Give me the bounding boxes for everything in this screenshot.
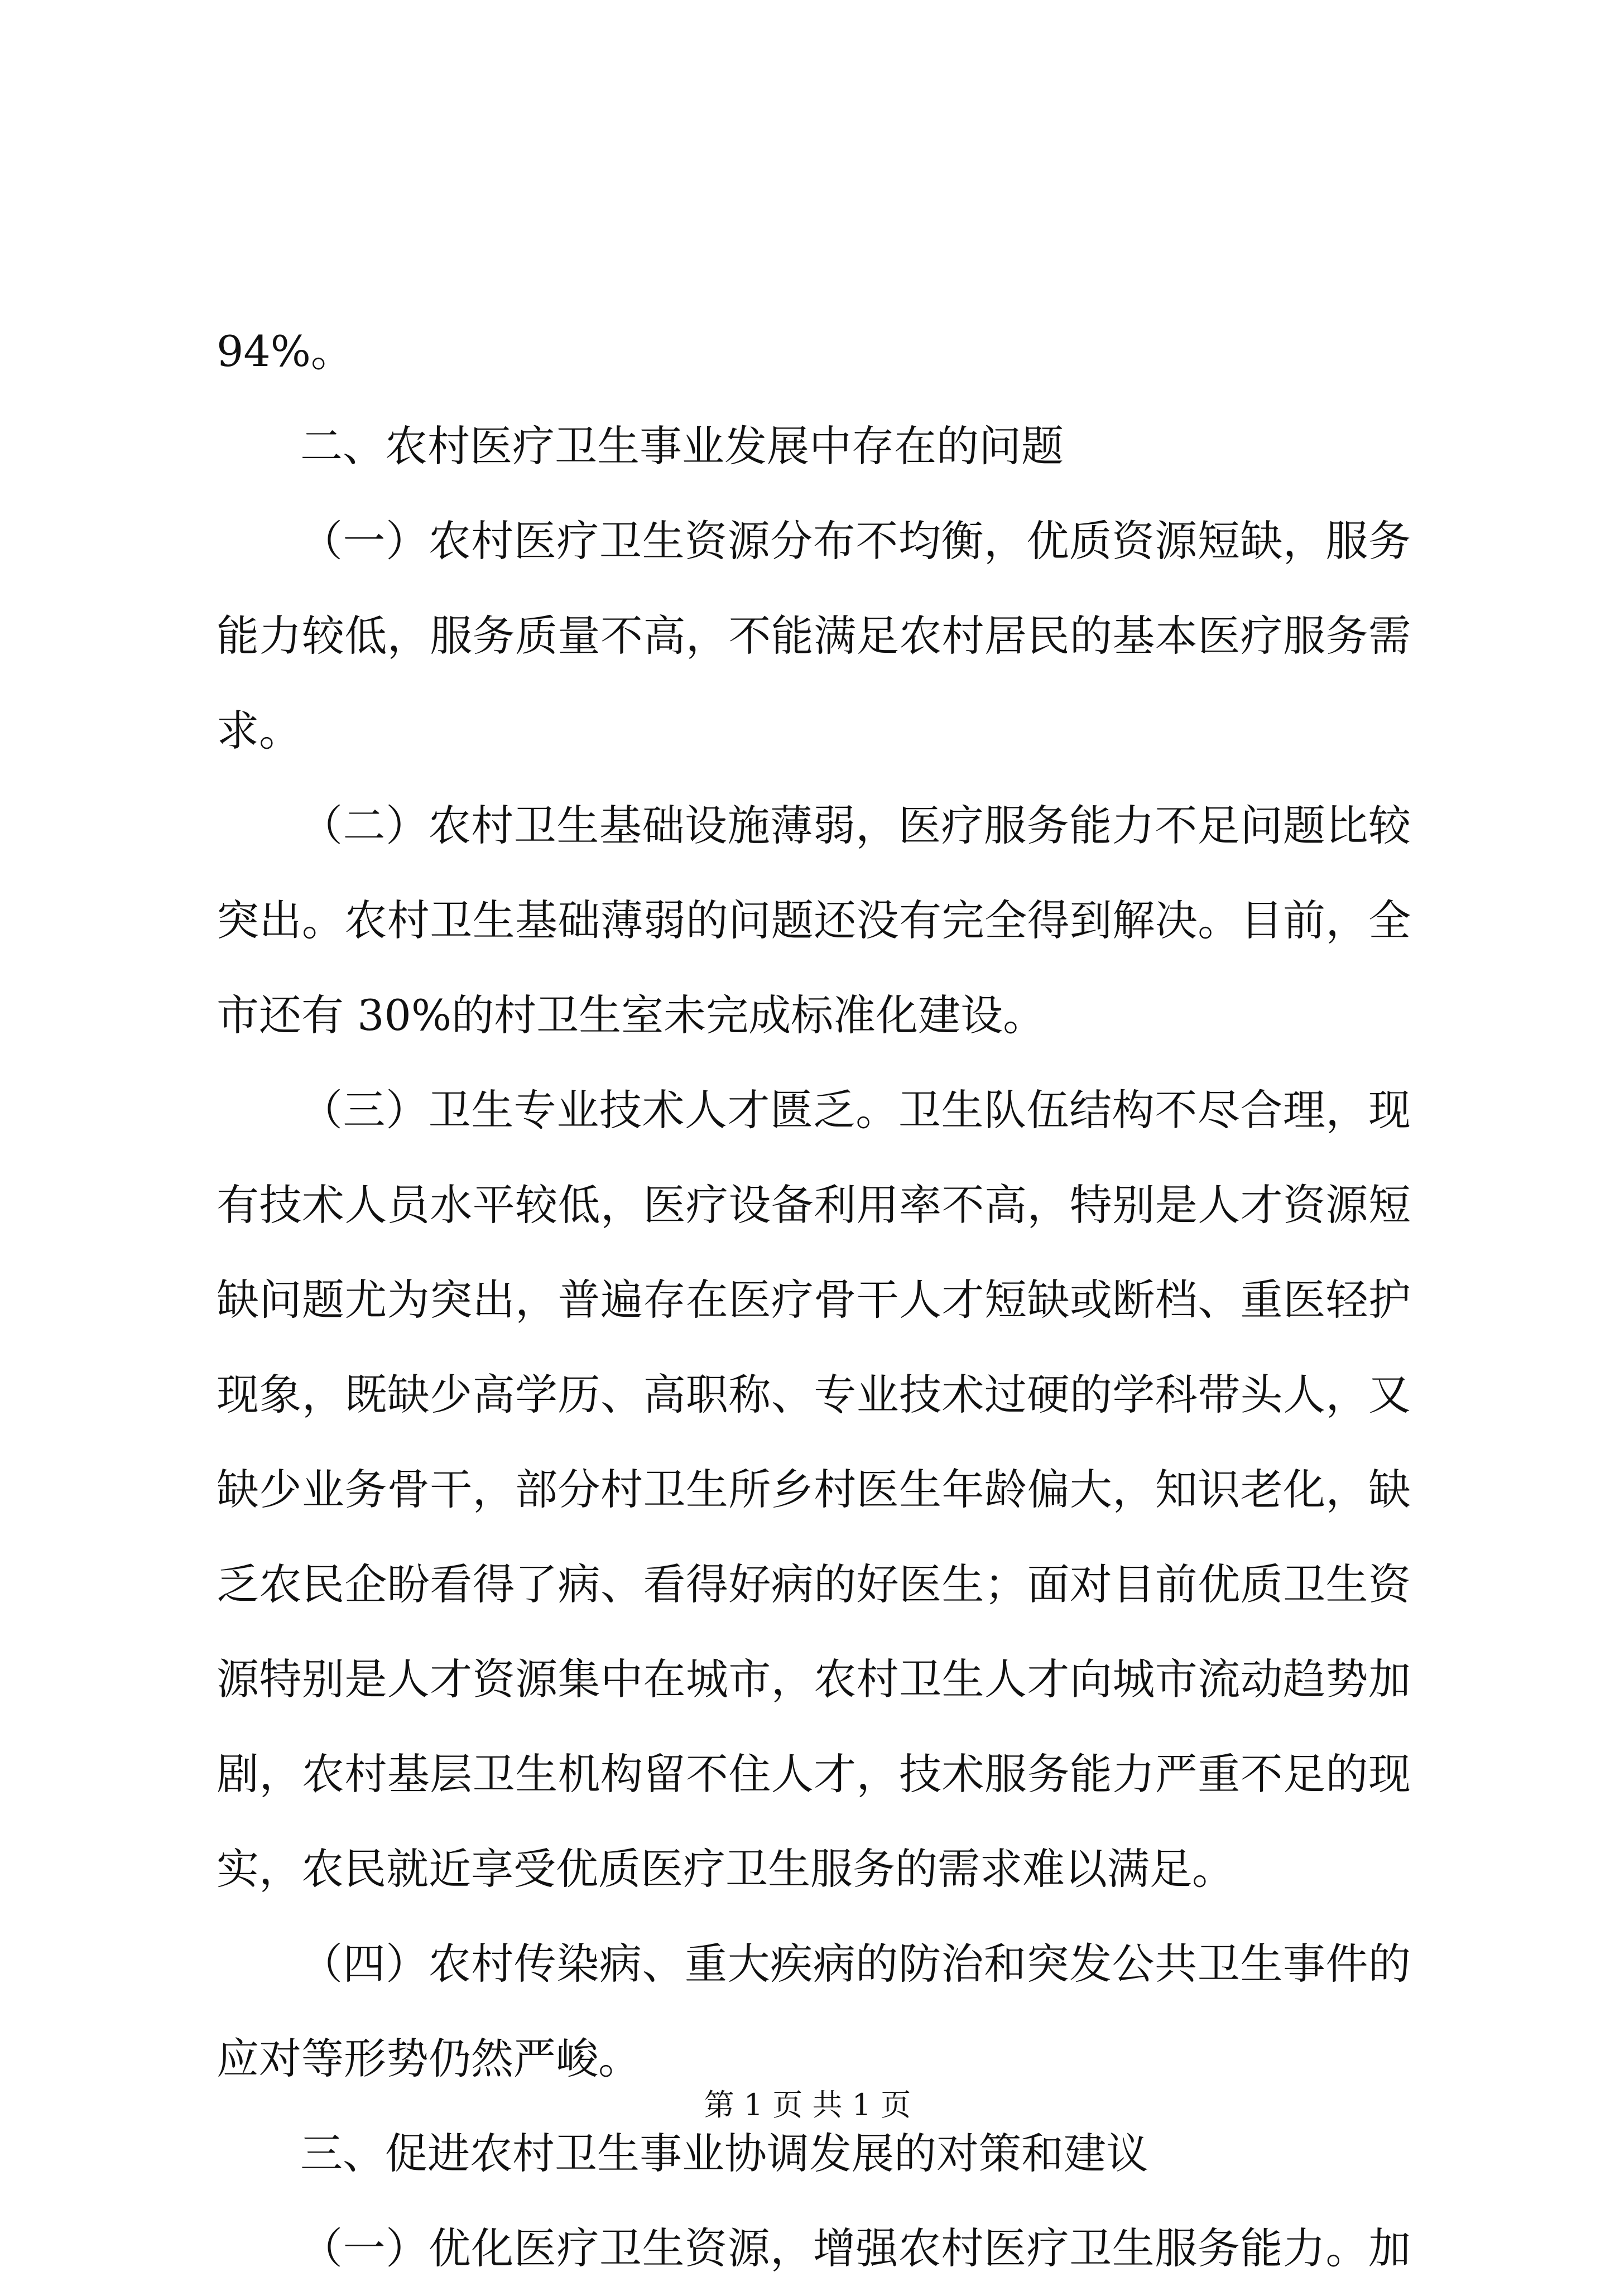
- text-line: （二）农村卫生基础设施薄弱，医疗服务能力不足问题比较: [300, 801, 1411, 850]
- text-line: （一）优化医疗卫生资源，增强农村医疗卫生服务能力。加: [300, 2223, 1411, 2273]
- text-line: 实，农民就近享受优质医疗卫生服务的需求难以满足。: [217, 1844, 1234, 1894]
- text-line: 求。: [217, 706, 301, 755]
- text-line: （三）卫生专业技术人才匮乏。卫生队伍结构不尽合理，现: [300, 1085, 1411, 1135]
- text-line: 应对等形势仍然严峻。: [217, 2034, 641, 2083]
- text-line: 现象，既缺少高学历、高职称、专业技术过硬的学科带头人，又: [217, 1370, 1411, 1419]
- text-line: （一）农村医疗卫生资源分布不均衡，优质资源短缺，服务: [300, 516, 1411, 566]
- text-line: 三、促进农村卫生事业协调发展的对策和建议: [300, 2129, 1148, 2178]
- text-line: 市还有 30%的村卫生室未完成标准化建设。: [217, 990, 1046, 1040]
- text-line: 剧，农村基层卫生机构留不住人才，技术服务能力严重不足的现: [217, 1749, 1411, 1799]
- text-line: 94%。: [217, 326, 353, 376]
- text-line: 能力较低，服务质量不高，不能满足农村居民的基本医疗服务需: [217, 611, 1411, 661]
- page-footer: 第 1 页 共 1 页: [704, 2087, 911, 2122]
- text-line: 乏农民企盼看得了病、看得好病的好医生；面对目前优质卫生资: [217, 1559, 1411, 1609]
- text-line: （四）农村传染病、重大疾病的防治和突发公共卫生事件的: [300, 1939, 1411, 1989]
- text-line: 源特别是人才资源集中在城市，农村卫生人才向城市流动趋势加: [217, 1654, 1411, 1704]
- text-line: 突出。农村卫生基础薄弱的问题还没有完全得到解决。目前，全: [217, 896, 1411, 945]
- document-body: [217, 304, 1411, 2296]
- text-line: 二、农村医疗卫生事业发展中存在的问题: [300, 421, 1064, 471]
- text-line: 缺少业务骨干，部分村卫生所乡村医生年龄偏大，知识老化，缺: [217, 1465, 1411, 1514]
- text-line: 有技术人员水平较低，医疗设备利用率不高，特别是人才资源短: [217, 1180, 1411, 1230]
- text-line: 缺问题尤为突出，普遍存在医疗骨干人才短缺或断档、重医轻护: [217, 1275, 1411, 1325]
